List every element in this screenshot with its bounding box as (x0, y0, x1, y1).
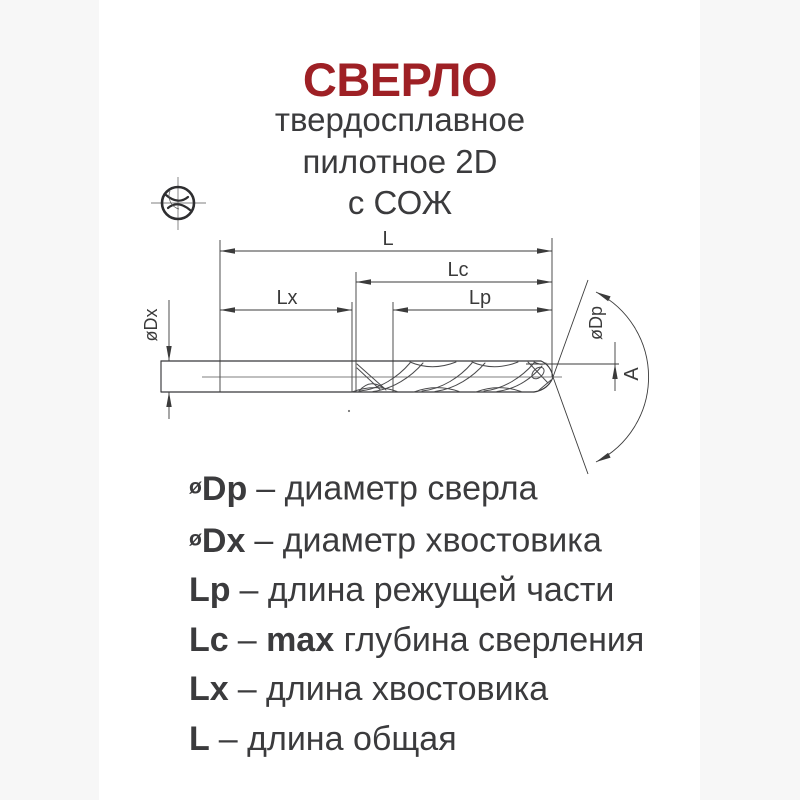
legend-item-l (189, 715, 669, 765)
legend (189, 462, 669, 764)
dimension-Lx (220, 287, 352, 313)
legend-term (189, 522, 245, 560)
legend-dash: – (237, 620, 257, 659)
legend-em: max (266, 620, 335, 659)
legend-term-text: Dp (201, 469, 248, 508)
legend-term-text: Lx (189, 670, 229, 709)
dimension-L (220, 228, 552, 254)
drill-end-view-icon (151, 177, 206, 230)
diameter-symbol: ø (189, 475, 202, 498)
legend-item-lc (189, 616, 669, 666)
legend-term-text: Lp (189, 571, 231, 610)
legend-item-lx (189, 665, 669, 715)
dimension-Dp (526, 306, 619, 391)
legend-desc (238, 621, 645, 659)
speck (348, 410, 350, 412)
technical-drawing (100, 168, 700, 480)
legend-item-dp (189, 462, 669, 514)
label-Lp: Lp (468, 287, 492, 309)
legend-term-text: Dx (201, 521, 246, 560)
legend-item-lp (189, 566, 669, 616)
subtitle-line-1: твердосплавное (274, 101, 526, 138)
dimension-Dx (141, 300, 172, 419)
legend-desc: – длина режущей части (239, 571, 615, 610)
subtitle-line-3: с СОЖ (347, 184, 453, 221)
label-Dp: øDp (586, 305, 606, 341)
label-Lc: Lc (447, 259, 469, 281)
legend-desc: – диаметр хвостовика (254, 521, 602, 560)
legend-term-text: Lc (189, 620, 229, 659)
dimension-Lp (393, 287, 552, 313)
legend-desc: – длина хвостовика (237, 670, 549, 709)
label-Dx: øDx (141, 308, 161, 342)
dimension-Lc (356, 259, 552, 285)
diameter-symbol: ø (189, 527, 202, 551)
label-L: L (382, 228, 394, 250)
legend-rest: глубина сверления (343, 620, 645, 659)
legend-desc: – диаметр сверла (256, 469, 538, 508)
page-title: СВЕРЛО (302, 53, 498, 106)
label-Lx: Lx (276, 287, 298, 309)
subtitle-line-2: пилотное 2D (302, 142, 498, 180)
legend-desc: – длина общая (218, 719, 457, 758)
legend-term (189, 470, 247, 508)
legend-term-text: L (189, 719, 210, 758)
legend-item-dx (189, 514, 669, 566)
extension-lines (220, 238, 552, 392)
label-A: A (621, 367, 643, 381)
